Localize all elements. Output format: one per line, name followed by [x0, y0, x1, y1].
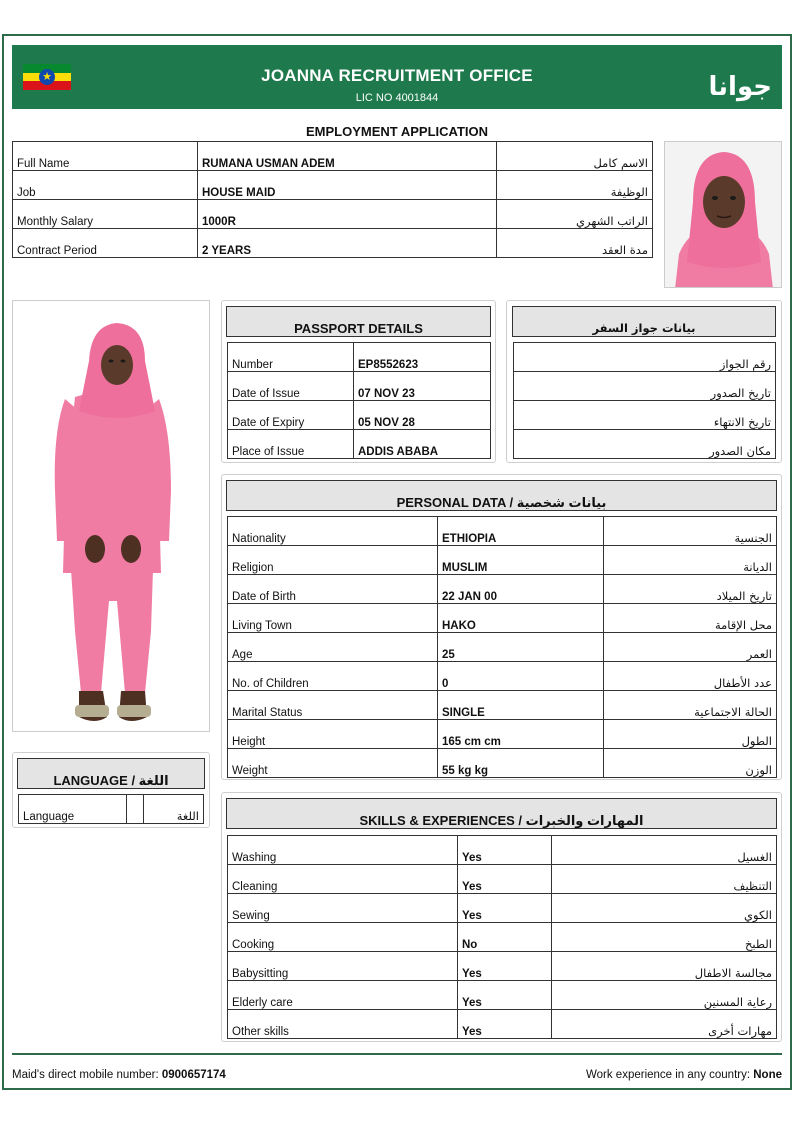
field-arabic-label: عدد الأطفال [604, 662, 777, 691]
table-row [228, 691, 777, 720]
application-table [12, 141, 653, 258]
field-label: Sewing [228, 894, 458, 923]
field-value: No [458, 923, 552, 952]
field-arabic-label: مهارات أخرى [552, 1010, 777, 1039]
field-label: Number [228, 343, 354, 372]
field-value: 25 [438, 633, 604, 662]
field-value: 05 NOV 28 [354, 401, 491, 430]
table-row [13, 200, 653, 229]
language-label: Language [19, 795, 127, 824]
field-value: ADDIS ABABA [354, 430, 491, 459]
field-arabic-label: رقم الجواز [514, 343, 776, 372]
field-arabic-label: مدة العقد [497, 229, 653, 258]
table-row [514, 372, 776, 401]
table-row [228, 546, 777, 575]
field-label: Full Name [13, 142, 198, 171]
field-label: Date of Expiry [228, 401, 354, 430]
field-value: ETHIOPIA [438, 517, 604, 546]
field-label: Cooking [228, 923, 458, 952]
field-label: Weight [228, 749, 438, 778]
language-table [18, 794, 204, 824]
passport-arabic-title: بيانات جواز السفر [512, 306, 776, 337]
ethiopia-flag-icon: ★ [23, 64, 71, 90]
table-row [228, 372, 491, 401]
full-body-photo [12, 300, 210, 732]
field-value: 2 YEARS [198, 229, 497, 258]
table-row [228, 343, 491, 372]
field-value: 165 cm cm [438, 720, 604, 749]
passport-title: PASSPORT DETAILS [226, 306, 491, 337]
field-arabic-label: الحالة الاجتماعية [604, 691, 777, 720]
field-label: No. of Children [228, 662, 438, 691]
passport-arabic-table [513, 342, 776, 459]
field-arabic-label: العمر [604, 633, 777, 662]
language-title: LANGUAGE / اللغة [17, 758, 205, 789]
field-value: 1000R [198, 200, 497, 229]
license-number: LIC NO 4001844 [355, 92, 439, 104]
personal-data-table [227, 516, 777, 778]
field-label: Living Town [228, 604, 438, 633]
field-label: Nationality [228, 517, 438, 546]
field-label: Marital Status [228, 691, 438, 720]
portrait-photo [664, 141, 782, 288]
field-value: Yes [458, 836, 552, 865]
table-row [228, 517, 777, 546]
field-arabic-label: تاريخ الانتهاء [514, 401, 776, 430]
table-row [228, 923, 777, 952]
field-label: Age [228, 633, 438, 662]
field-value: SINGLE [438, 691, 604, 720]
field-label: Religion [228, 546, 438, 575]
field-label: Place of Issue [228, 430, 354, 459]
field-value: MUSLIM [438, 546, 604, 575]
field-value: 07 NOV 23 [354, 372, 491, 401]
office-title: JOANNA RECRUITMENT OFFICE [261, 66, 533, 85]
experience-value: None [753, 1069, 782, 1081]
field-arabic-label: رعاية المسنين [552, 981, 777, 1010]
field-arabic-label: الجنسية [604, 517, 777, 546]
field-arabic-label: مكان الصدور [514, 430, 776, 459]
table-row [228, 894, 777, 923]
table-row [228, 720, 777, 749]
office-arabic-name: جوانا [708, 72, 772, 102]
field-label: Height [228, 720, 438, 749]
field-arabic-label: الوزن [604, 749, 777, 778]
table-row [228, 1010, 777, 1039]
field-value: 22 JAN 00 [438, 575, 604, 604]
work-experience-line [586, 1069, 782, 1081]
table-row [228, 981, 777, 1010]
passport-table [227, 342, 491, 459]
field-value: Yes [458, 1010, 552, 1039]
personal-data-title: PERSONAL DATA / بيانات شخصية [226, 480, 777, 511]
field-arabic-label: الطبخ [552, 923, 777, 952]
table-row [13, 171, 653, 200]
skills-title: SKILLS & EXPERIENCES / المهارات والخبرات [226, 798, 777, 829]
field-arabic-label: الاسم كامل [497, 142, 653, 171]
field-arabic-label: الغسيل [552, 836, 777, 865]
office-header [12, 45, 782, 109]
field-label: Elderly care [228, 981, 458, 1010]
table-row [228, 952, 777, 981]
mobile-value: 0900657174 [161, 1069, 226, 1081]
table-row [228, 662, 777, 691]
language-value [127, 795, 144, 824]
field-value: HOUSE MAID [198, 171, 497, 200]
table-row [228, 865, 777, 894]
table-row [228, 604, 777, 633]
field-label: Washing [228, 836, 458, 865]
field-value: Yes [458, 865, 552, 894]
field-label: Contract Period [13, 229, 198, 258]
field-label: Date of Issue [228, 372, 354, 401]
field-arabic-label: تاريخ الميلاد [604, 575, 777, 604]
table-row [228, 836, 777, 865]
field-value: Yes [458, 894, 552, 923]
field-value: RUMANA USMAN ADEM [198, 142, 497, 171]
table-row [13, 229, 653, 258]
field-arabic-label: محل الإقامة [604, 604, 777, 633]
field-arabic-label: التنظيف [552, 865, 777, 894]
field-value: HAKO [438, 604, 604, 633]
footer-divider [12, 1053, 782, 1055]
field-label: Cleaning [228, 865, 458, 894]
field-label: Monthly Salary [13, 200, 198, 229]
table-row [228, 430, 491, 459]
table-row [514, 401, 776, 430]
field-value: EP8552623 [354, 343, 491, 372]
table-row [228, 633, 777, 662]
field-arabic-label: الكوي [552, 894, 777, 923]
field-label: Date of Birth [228, 575, 438, 604]
table-row [228, 575, 777, 604]
field-value: Yes [458, 952, 552, 981]
mobile-number-line [12, 1069, 226, 1081]
table-row [13, 142, 653, 171]
language-arabic-label: اللغة [144, 795, 204, 824]
field-arabic-label: الطول [604, 720, 777, 749]
table-row [19, 795, 204, 824]
field-value: 55 kg kg [438, 749, 604, 778]
table-row [514, 430, 776, 459]
field-label: Babysitting [228, 952, 458, 981]
skills-table [227, 835, 777, 1039]
field-label: Other skills [228, 1010, 458, 1039]
field-label: Job [13, 171, 198, 200]
mobile-label: Maid's direct mobile number: [12, 1069, 159, 1081]
field-arabic-label: مجالسة الاطفال [552, 952, 777, 981]
field-arabic-label: الديانة [604, 546, 777, 575]
table-row [228, 401, 491, 430]
field-arabic-label: الراتب الشهري [497, 200, 653, 229]
field-arabic-label: الوظيفة [497, 171, 653, 200]
field-arabic-label: تاريخ الصدور [514, 372, 776, 401]
table-row [228, 749, 777, 778]
table-row [514, 343, 776, 372]
field-value: 0 [438, 662, 604, 691]
document-title: EMPLOYMENT APPLICATION [306, 124, 488, 139]
field-value: Yes [458, 981, 552, 1010]
experience-label: Work experience in any country: [585, 1069, 751, 1081]
